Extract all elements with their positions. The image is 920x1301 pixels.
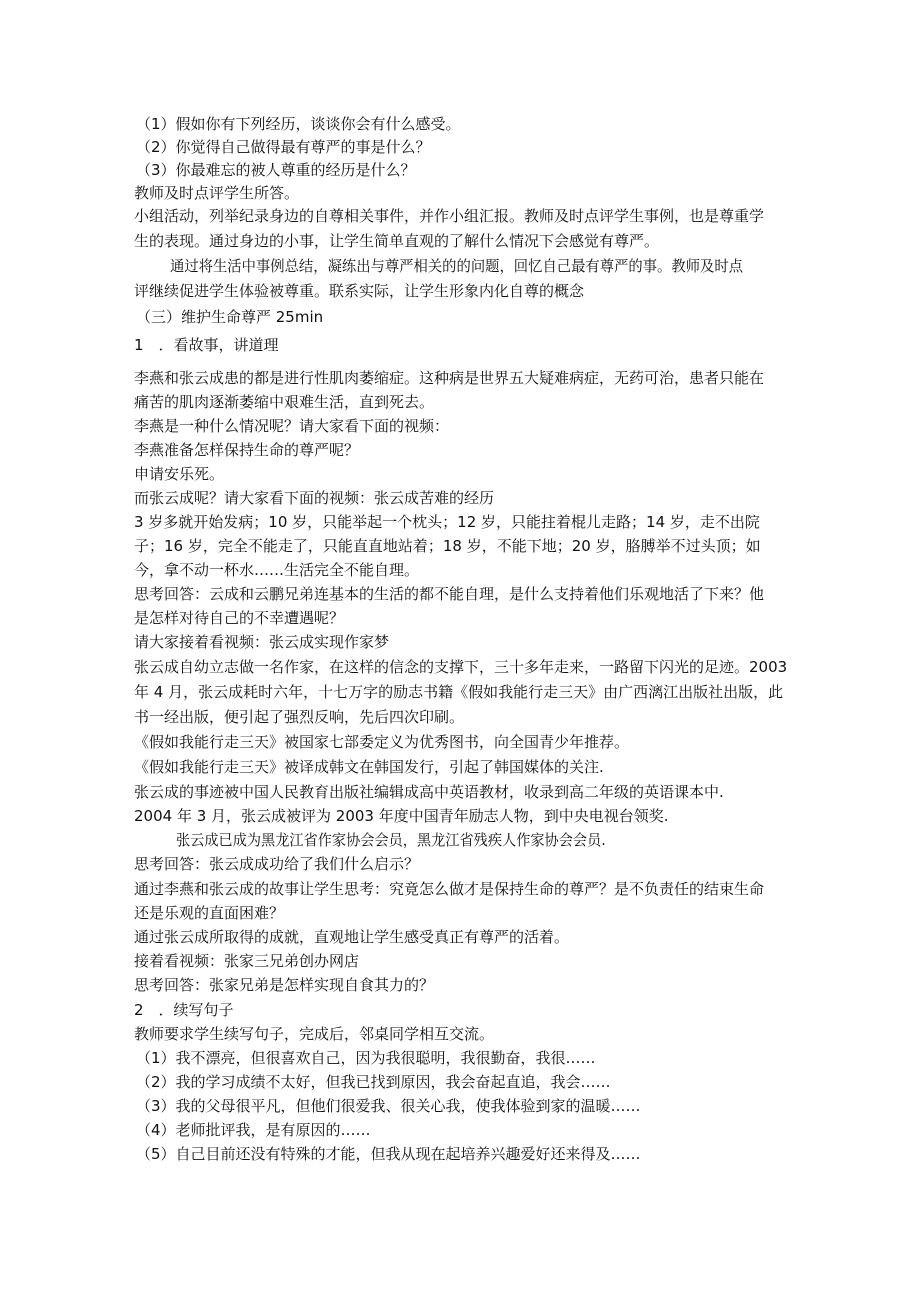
question-2: （2）你觉得自己做得最有尊严的事是什么？: [136, 138, 431, 156]
paragraph-line: 请大家接着看视频：张云成实现作家梦: [134, 633, 390, 651]
paragraph-line: 书一经出版，便引起了强烈反响，先后四次印刷。: [134, 708, 465, 726]
paragraph-line: 李燕和张云成患的都是进行性肌肉萎缩症。这种病是世界五大疑难病症，无药可治，患者只能在: [134, 369, 765, 387]
paragraph-line: 思考回答：张云成成功给了我们什么启示？: [134, 855, 420, 873]
paragraph-line: 《假如我能行走三天》被国家七部委定义为优秀图书，向全国青少年推荐。: [134, 733, 630, 751]
paragraph-line: 2004 年 3 月，张云成被评为 2003 年度中国青年励志人物，到中央电视台领奖.: [134, 807, 669, 825]
paragraph-line: 生的表现。通过身边的小事，让学生简单直观的了解什么情况下会感觉有尊严。: [134, 232, 660, 250]
sentence-item-2: （2）我的学习成绩不太好，但我已找到原因，我会奋起直追，我会……: [136, 1073, 611, 1091]
paragraph-line: 痛苦的肌肉逐渐萎缩中艰难生活，直到死去。: [134, 393, 435, 411]
sentence-item-1: （1）我不漂亮，但很喜欢自己，因为我很聪明，我很勤奋，我很……: [136, 1049, 596, 1067]
paragraph-line: 而张云成呢？请大家看下面的视频：张云成苦难的经历: [134, 489, 495, 507]
question-3: （3）你最难忘的被人尊重的经历是什么？: [136, 161, 416, 179]
paragraph-line: 年 4 月，张云成耗时六年，十七万字的励志书籍《假如我能行走三天》由广西漓江出版社出版，此: [134, 683, 784, 701]
paragraph-line: 教师要求学生续写句子，完成后，邻桌同学相互交流。: [134, 1025, 495, 1043]
paragraph-line: 张云成自幼立志做一名作家，在这样的信念的支撑下，三十多年走来，一路留下闪光的足迹。2003: [134, 658, 788, 676]
subsection-heading: 2 ．续写句子: [134, 1001, 234, 1019]
paragraph-line: 《假如我能行走三天》被译成韩文在韩国发行，引起了韩国媒体的关注.: [134, 758, 604, 776]
subsection-heading: 1 ．看故事，讲道理: [134, 336, 279, 354]
paragraph-line: 张云成的事迹被中国人民教育出版社编辑成高中英语教材，收录到高二年级的英语课本中.: [134, 783, 724, 801]
paragraph-line: 通过张云成所取得的成就，直观地让学生感受真正有尊严的活着。: [134, 928, 570, 946]
section-heading: （三）维护生命尊严 25min: [136, 308, 324, 326]
paragraph-line: 申请安乐死。: [134, 465, 225, 483]
paragraph-line: 接着看视频：张家三兄弟创办网店: [134, 952, 360, 970]
paragraph-line: 小组活动，列举纪录身边的自尊相关事件，并作小组汇报。教师及时点评学生事例，也是尊重学: [134, 207, 765, 225]
paragraph-line: 子；16 岁，完全不能走了，只能直直地站着；18 岁，不能下地；20 岁，胳膊举不过头顶；如: [134, 537, 761, 555]
paragraph-line: 李燕准备怎样保持生命的尊严呢？: [134, 441, 360, 459]
paragraph-line: 还是乐观的直面困难？: [134, 904, 285, 922]
paragraph-line: 张云成已成为黑龙江省作家协会会员，黑龙江省残疾人作家协会会员.: [176, 831, 606, 849]
sentence-item-3: （3）我的父母很平凡，但他们很爱我、很关心我，使我体验到家的温暖……: [136, 1097, 641, 1115]
paragraph-line: 思考回答：张家兄弟是怎样实现自食其力的？: [134, 976, 435, 994]
paragraph-line: 评继续促进学生体验被尊重。联系实际，让学生形象内化自尊的概念: [134, 282, 585, 300]
paragraph-line: 3 岁多就开始发病；10 岁，只能举起一个枕头；12 岁，只能拄着棍儿走路；14 岁，走不出院: [134, 513, 760, 531]
question-1: （1）假如你有下列经历，谈谈你会有什么感受。: [136, 115, 461, 133]
paragraph-line: 李燕是一种什么情况呢？请大家看下面的视频：: [134, 417, 450, 435]
paragraph-line: 是怎样对待自己的不幸遭遇呢？: [134, 609, 345, 627]
sentence-item-4: （4）老师批评我，是有原因的……: [136, 1121, 371, 1139]
paragraph-line: 思考回答：云成和云鹏兄弟连基本的生活的都不能自理，是什么支持着他们乐观地活了下来？他: [134, 585, 765, 603]
paragraph-line: 通过将生活中事例总结，凝练出与尊严相关的的问题，回忆自己最有尊严的事。教师及时点: [170, 257, 744, 275]
paragraph-line: 今，拿不动一杯水……生活完全不能自理。: [134, 561, 420, 579]
paragraph-line: 教师及时点评学生所答。: [134, 184, 300, 202]
sentence-item-5: （5）自己目前还没有特殊的才能，但我从现在起培养兴趣爱好还来得及……: [136, 1145, 641, 1163]
paragraph-line: 通过李燕和张云成的故事让学生思考：究竟怎么做才是保持生命的尊严？是不负责任的结束生命: [134, 880, 765, 898]
